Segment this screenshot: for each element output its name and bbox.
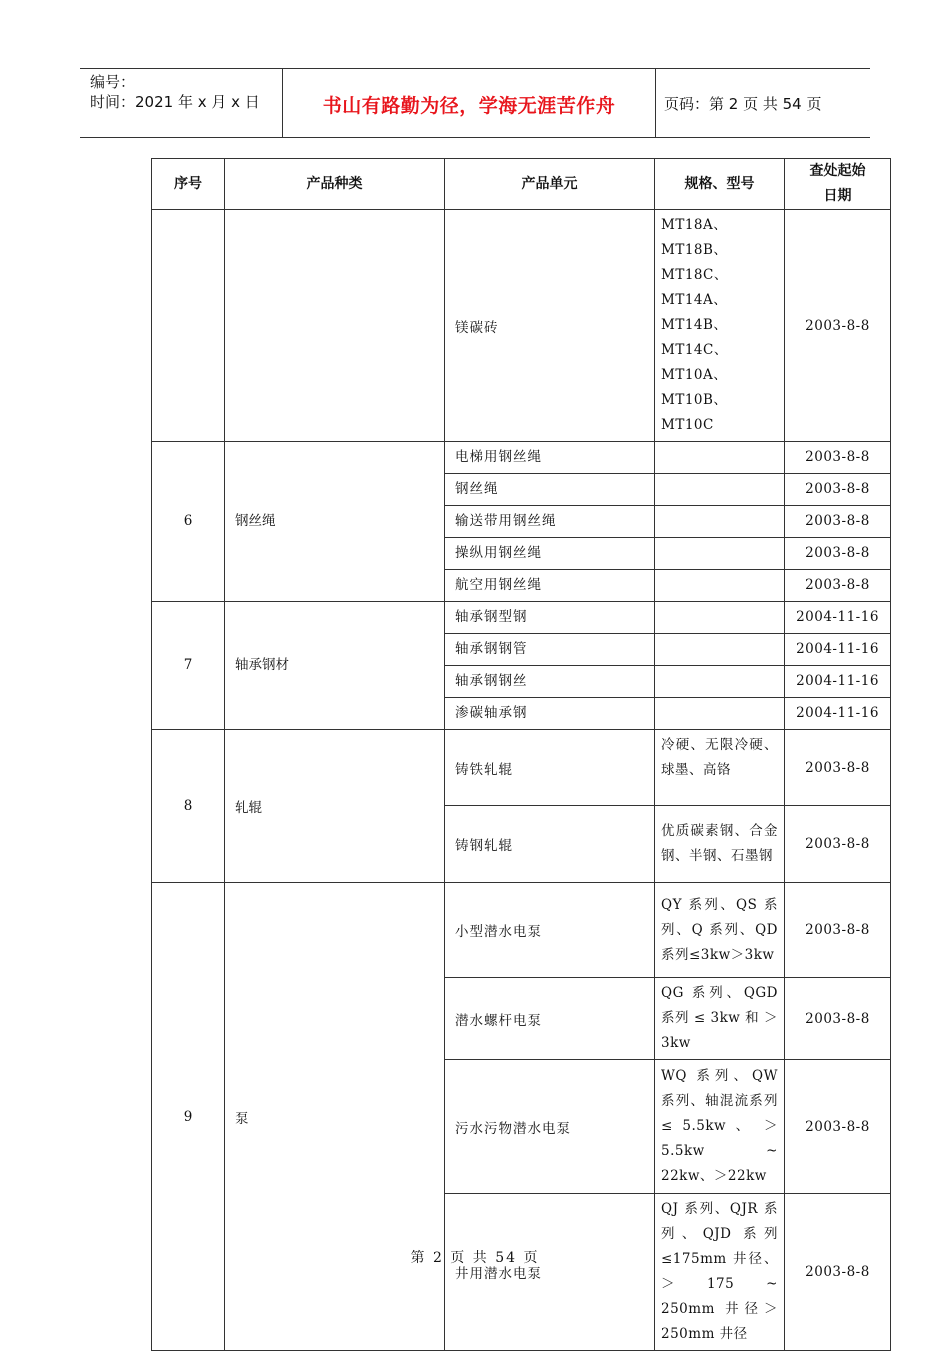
unit-cell: 轴承钢钢管 <box>445 634 655 666</box>
spec-cell: MT18A、MT18B、MT18C、MT14A、MT14B、MT14C、MT10A、MT10B、MT10C <box>655 210 785 442</box>
seq-cell: 6 <box>152 442 225 602</box>
category-cell: 轴承钢材 <box>225 602 445 730</box>
date-cell: 2004-11-16 <box>785 634 891 666</box>
date-cell: 2004-11-16 <box>785 698 891 730</box>
seq-cell: 8 <box>152 730 225 883</box>
spec-cell: 冷硬、无限冷硬、球墨、高铬 <box>655 730 785 806</box>
spec-cell <box>655 634 785 666</box>
unit-cell: 铸钢轧辊 <box>445 806 655 883</box>
seq-cell: 9 <box>152 883 225 1351</box>
column-header-spec: 规格、型号 <box>655 159 785 210</box>
unit-cell: 电梯用钢丝绳 <box>445 442 655 474</box>
header-page-cell <box>656 69 870 137</box>
table-row <box>152 442 891 474</box>
column-header-category: 产品种类 <box>225 159 445 210</box>
unit-cell: 小型潜水电泵 <box>445 883 655 978</box>
header-page-number: 页码：第 2 页 共 54 页 <box>664 95 822 113</box>
spec-cell: QJ 系列、QJR 系列、QJD 系列 ≤175mm 井径、＞ 175 ~ 250mm 井径＞250mm 井径 <box>655 1194 785 1351</box>
spec-cell <box>655 442 785 474</box>
table-row <box>152 883 891 978</box>
unit-cell: 轴承钢型钢 <box>445 602 655 634</box>
seq-cell: 7 <box>152 602 225 730</box>
date-cell: 2003-8-8 <box>785 210 891 442</box>
unit-cell: 镁碳砖 <box>445 210 655 442</box>
table-row <box>152 602 891 634</box>
unit-cell: 输送带用钢丝绳 <box>445 506 655 538</box>
column-header-seq: 序号 <box>152 159 225 210</box>
spec-cell: QY 系列、QS 系列、Q 系列、QD 系列≤3kw＞3kw <box>655 883 785 978</box>
date-cell: 2003-8-8 <box>785 978 891 1060</box>
spec-cell <box>655 570 785 602</box>
spec-cell: 优质碳素钢、合金钢、半钢、石墨钢 <box>655 806 785 883</box>
seq-cell-empty <box>152 210 225 442</box>
page-footer: 第 2 页 共 54 页 <box>410 1250 540 1266</box>
product-table <box>151 158 891 1351</box>
unit-cell: 操纵用钢丝绳 <box>445 538 655 570</box>
unit-cell: 潜水螺杆电泵 <box>445 978 655 1060</box>
spec-cell <box>655 666 785 698</box>
column-header-unit: 产品单元 <box>445 159 655 210</box>
spec-cell <box>655 538 785 570</box>
category-cell: 钢丝绳 <box>225 442 445 602</box>
spec-cell <box>655 474 785 506</box>
date-cell: 2003-8-8 <box>785 806 891 883</box>
spec-cell <box>655 698 785 730</box>
header-motto-cell <box>283 69 656 137</box>
spec-cell <box>655 506 785 538</box>
date-cell: 2003-8-8 <box>785 570 891 602</box>
column-header-date <box>785 159 891 210</box>
date-cell: 2003-8-8 <box>785 442 891 474</box>
column-header-date-line1: 查处起始 <box>809 163 866 179</box>
page-header <box>80 68 870 138</box>
table-header-row <box>152 159 891 210</box>
unit-cell: 航空用钢丝绳 <box>445 570 655 602</box>
document-code-label: 编号： <box>90 73 136 91</box>
table-row <box>152 730 891 806</box>
header-motto: 书山有路勤为径，学海无涯苦作舟 <box>322 95 616 117</box>
document-date-label: 时间：2021 年 x 月 x 日 <box>90 93 260 111</box>
table-row <box>152 210 891 442</box>
header-meta-cell <box>80 69 283 137</box>
date-cell: 2003-8-8 <box>785 506 891 538</box>
spec-cell: WQ 系列、QW 系列、轴混流系列 ≤ 5.5kw 、 ＞ 5.5kw ~ 22kw、＞22kw <box>655 1060 785 1194</box>
unit-cell: 渗碳轴承钢 <box>445 698 655 730</box>
date-cell: 2003-8-8 <box>785 1194 891 1351</box>
unit-cell: 轴承钢钢丝 <box>445 666 655 698</box>
spec-cell <box>655 602 785 634</box>
date-cell: 2003-8-8 <box>785 730 891 806</box>
unit-cell: 井用潜水电泵 <box>445 1194 655 1351</box>
date-cell: 2003-8-8 <box>785 538 891 570</box>
unit-cell: 铸铁轧辊 <box>445 730 655 806</box>
unit-cell: 钢丝绳 <box>445 474 655 506</box>
category-cell: 轧辊 <box>225 730 445 883</box>
column-header-date-line2: 日期 <box>823 188 852 204</box>
category-cell-empty <box>225 210 445 442</box>
date-cell: 2003-8-8 <box>785 474 891 506</box>
date-cell: 2003-8-8 <box>785 1060 891 1194</box>
unit-cell: 污水污物潜水电泵 <box>445 1060 655 1194</box>
spec-cell: QG 系列、QGD 系列 ≤ 3kw 和 ＞ 3kw <box>655 978 785 1060</box>
date-cell: 2004-11-16 <box>785 666 891 698</box>
date-cell: 2003-8-8 <box>785 883 891 978</box>
date-cell: 2004-11-16 <box>785 602 891 634</box>
category-cell: 泵 <box>225 883 445 1351</box>
